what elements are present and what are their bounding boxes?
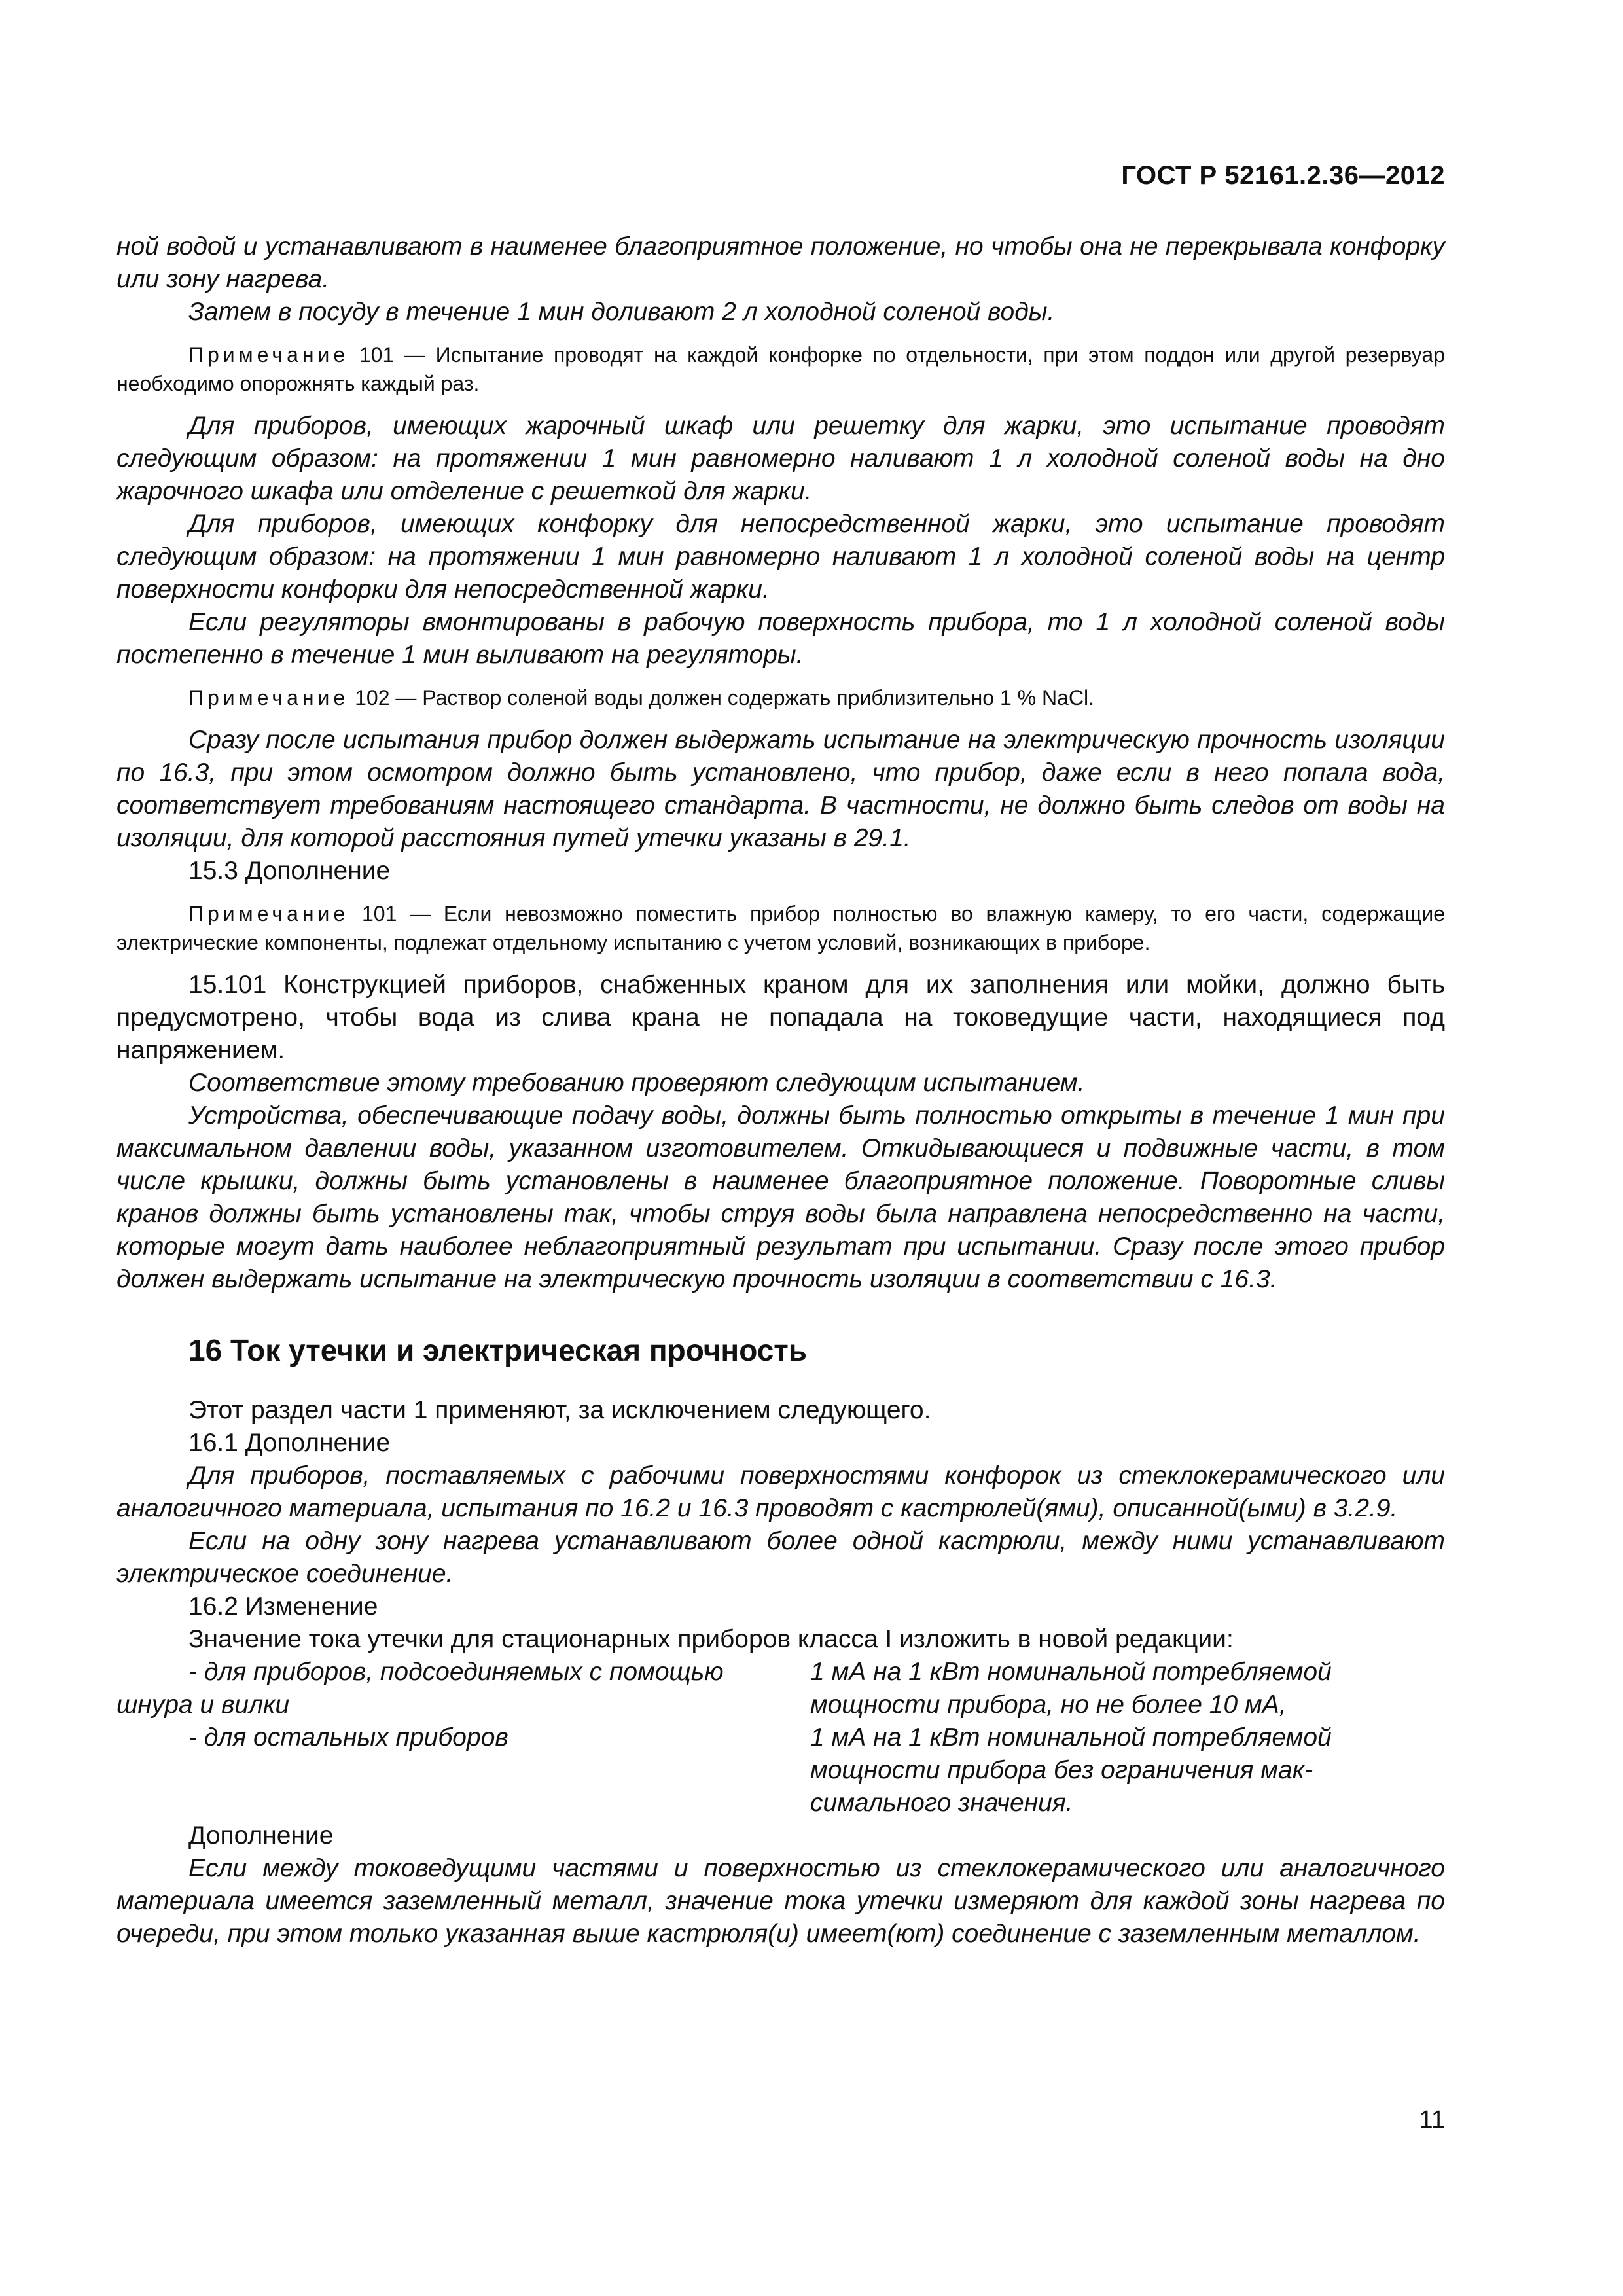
paragraph: Устройства, обеспечивающие подачу воды, должны быть полностью открыты в течение 1 мин при максимальном давлении воды, указанном изготовителем. Откидывающиеся и подвижные части, в том числе крышки, должны быть установлены в наименее благоприятное положение. Поворотные сливы кранов должны быть установлены так, чтобы струя воды была направлена непосредственно на части, которые могут дать наиболее неблагоприятный результат при испытании. Сразу после этого прибор должен выдержать испытание на электрическую прочность изоляции в соответствии с 16.3. bbox=[116, 1102, 1445, 1293]
paragraph: Если между токоведущими частями и поверхностью из стеклокерамического или аналогичного материала имеется заземленный металл, значение тока утечки измеряют для каждой зоны нагрева по очереди, при этом только указанная выше кастрюля(и) имеет(ют) соединение с заземленным металлом. bbox=[116, 1854, 1445, 1948]
leakage-row-2 bbox=[116, 1721, 1445, 1820]
row-right-text: симального значения. bbox=[810, 1789, 1073, 1817]
note-text: 101 — Если невозможно поместить прибор полностью во влажную камеру, то его части, содержащие электрические компоненты, подлежат отдельному испытанию с учетом условий, возникающих в приборе. bbox=[116, 902, 1445, 954]
note-text: 101 — Испытание проводят на каждой конфорке по отдельности, при этом поддон или другой резервуар необходимо опорожнять каждый раз. bbox=[116, 343, 1445, 395]
paragraph: Для приборов, поставляемых с рабочими поверхностями конфорок из стеклокерамического или аналогичного материала, испытания по 16.2 и 16.3 проводят с кастрюлей(ями), описанной(ыми) в 3.2.9. bbox=[116, 1462, 1445, 1522]
paragraph: Сразу после испытания прибор должен выдержать испытание на электрическую прочность изоляции по 16.3, при этом осмотром должно быть установлено, что прибор, даже если в него попала вода, соответствует требованиям настоящего стандарта. В частности, не должно быть следов от воды на изоляции, для которой расстояния путей утечки указаны в 29.1. bbox=[116, 726, 1445, 852]
leakage-row-1 bbox=[116, 1656, 1445, 1721]
clause-heading: 16.2 Изменение bbox=[188, 1592, 378, 1621]
paragraph: ной водой и устанавливают в наименее благоприятное положение, но чтобы она не перекрывала конфорку или зону нагрева. bbox=[116, 232, 1445, 293]
clause-heading: 16.1 Дополнение bbox=[188, 1429, 391, 1457]
paragraph: Значение тока утечки для стационарных приборов класса I изложить в новой редакции: bbox=[188, 1625, 1234, 1653]
row-right-text: мощности прибора без ограничения мак- bbox=[810, 1756, 1313, 1784]
row-left-text: - для приборов, подсоединяемых с помощью bbox=[188, 1658, 724, 1686]
note-101-b bbox=[116, 899, 1445, 957]
paragraph: Если на одну зону нагрева устанавливают более одной кастрюли, между ними устанавливают электрическое соединение. bbox=[116, 1527, 1445, 1588]
row-right-text: 1 мА на 1 кВт номинальной потребляемой bbox=[810, 1658, 1332, 1686]
paragraph: Этот раздел части 1 применяют, за исключением следующего. bbox=[188, 1396, 931, 1424]
clause-heading: Дополнение bbox=[188, 1821, 334, 1850]
paragraph: Соответствие этому требованию проверяют следующим испытанием. bbox=[188, 1069, 1085, 1097]
section-16-title: 16 Ток утечки и электрическая прочность bbox=[188, 1333, 808, 1367]
note-101 bbox=[116, 340, 1445, 398]
paragraph: Для приборов, имеющих жарочный шкаф или решетку для жарки, это испытание проводят следующим образом: на протяжении 1 мин равномерно наливают 1 л холодной соленой воды на дно жарочного шкафа или отделение с решеткой для жарки. bbox=[116, 412, 1445, 505]
row-right-text: мощности прибора, но не более 10 мА, bbox=[810, 1691, 1287, 1719]
row-left-text: шнура и вилки bbox=[116, 1691, 290, 1719]
paragraph: Если регуляторы вмонтированы в рабочую поверхность прибора, то 1 л холодной соленой воды постепенно в течение 1 мин выливают на регуляторы. bbox=[116, 608, 1445, 669]
paragraph: 15.101 Конструкцией приборов, снабженных краном для их заполнения или мойки, должно быть предусмотрено, чтобы вода из слива крана не попадала на токоведущие части, находящиеся под напряжением. bbox=[116, 971, 1445, 1064]
paragraph: Затем в посуду в течение 1 мин доливают 2 л холодной соленой воды. bbox=[188, 298, 1055, 326]
page-number: 11 bbox=[1419, 2106, 1445, 2134]
page-body bbox=[116, 230, 1445, 1950]
note-text: 102 — Раствор соленой воды должен содержать приблизительно 1 % NaCl. bbox=[349, 686, 1094, 709]
row-right-text: 1 мА на 1 кВт номинальной потребляемой bbox=[810, 1723, 1332, 1751]
note-label: Примечание bbox=[188, 343, 349, 367]
paragraph: Для приборов, имеющих конфорку для непосредственной жарки, это испытание проводят следующим образом: на протяжении 1 мин равномерно наливают 1 л холодной соленой воды на центр поверхности конфорки для непосредственной жарки. bbox=[116, 510, 1445, 603]
row-left-text: - для остальных приборов bbox=[188, 1723, 508, 1751]
note-label: Примечание bbox=[188, 686, 349, 709]
note-102 bbox=[116, 683, 1445, 712]
document-code-header: ГОСТ Р 52161.2.36—2012 bbox=[1121, 161, 1445, 190]
clause-heading: 15.3 Дополнение bbox=[188, 857, 391, 885]
note-label: Примечание bbox=[188, 902, 349, 925]
